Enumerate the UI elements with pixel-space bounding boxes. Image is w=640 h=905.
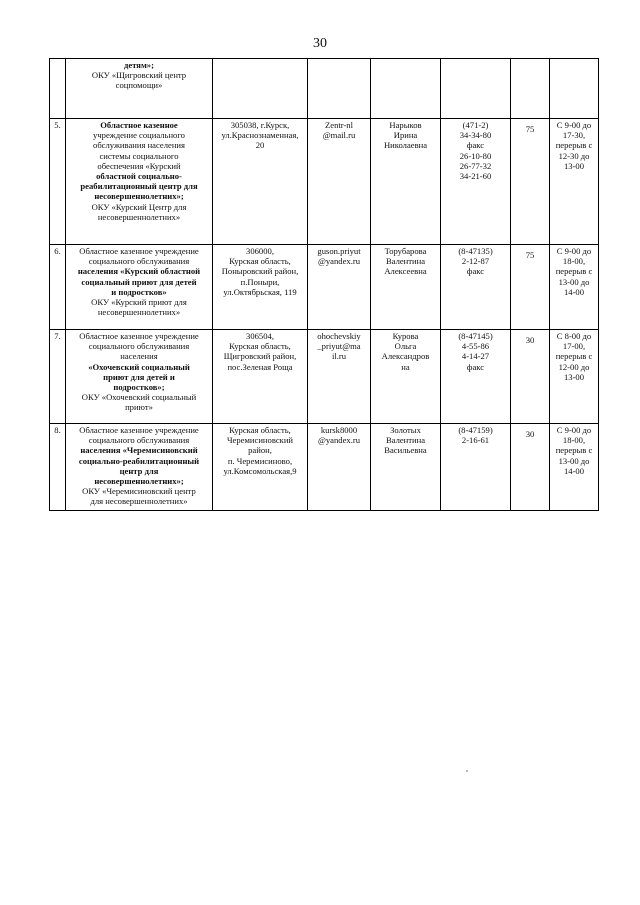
row-number-cell [50, 330, 66, 424]
address-line: Курская область, [229, 256, 291, 267]
director-line: Ирина [393, 130, 418, 141]
institution-name-line: социального обслуживания [88, 435, 190, 446]
working-hours-cell [550, 59, 599, 119]
director-line: Нарыков [389, 120, 422, 130]
institution-name-line: социального обслуживания [88, 341, 190, 352]
institution-name-line: несовершеннолетних»; [94, 191, 184, 202]
row-number: 5. [54, 120, 61, 130]
institution-name-line: центр для [119, 465, 159, 476]
phone-line: 26-10-80 [459, 150, 492, 161]
institution-name-line: областной социально- [96, 171, 182, 182]
address-line: ул.Комсомольская,9 [223, 465, 297, 476]
director-line: Валентина [385, 256, 426, 267]
address-cell [213, 330, 308, 424]
phone-cell [441, 330, 511, 424]
table-row [50, 330, 599, 424]
working-hours-line: 12-30 до [558, 150, 590, 161]
phone-line: (8-47135) [458, 246, 493, 256]
email-line: kursk8000 [320, 425, 358, 435]
director-line: Васильевна [384, 445, 427, 456]
institution-name-line: социального обслуживания [88, 256, 190, 267]
phone-line: 4-55-86 [461, 341, 490, 352]
phone-line: (8-47145) [458, 331, 493, 341]
working-hours-line: перерыв с [555, 351, 593, 362]
institution-name-line: несовершеннолетних»; [94, 476, 184, 487]
institution-name-cell [66, 245, 213, 330]
email-line: il.ru [331, 351, 347, 362]
address-line: ул.Краснознаменная, [221, 130, 299, 141]
institution-name-line: детям»; [124, 60, 154, 70]
phone-line: 34-34-80 [459, 130, 492, 141]
director-line: Курова [392, 331, 419, 341]
working-hours-cell [550, 245, 599, 330]
director-cell [371, 119, 441, 245]
address-line: 20 [255, 140, 265, 151]
institutions-table [49, 58, 599, 511]
row-number: 8. [54, 425, 61, 435]
working-hours-line: перерыв с [555, 266, 593, 277]
email-cell [308, 330, 371, 424]
address-line: 306504, [246, 331, 274, 341]
phone-line: 4-14-27 [461, 351, 490, 362]
institution-name-line: обеспечения «Курский [97, 160, 181, 171]
email-cell [308, 424, 371, 511]
email-cell [308, 59, 371, 119]
page-number: 30 [313, 36, 327, 51]
capacity-cell [511, 245, 550, 330]
institution-name-line: ОКУ «Охочевский социальный [81, 392, 197, 403]
institution-name-line: приют» [125, 402, 153, 413]
director-line: Александров [381, 351, 430, 362]
row-number: 7. [54, 331, 61, 341]
working-hours-line: перерыв с [555, 140, 593, 151]
working-hours-line: 17-30, [562, 130, 586, 141]
working-hours-line: 14-00 [563, 465, 585, 476]
working-hours-line: С 8-00 до [556, 331, 592, 341]
institution-name-cell [66, 424, 213, 511]
phone-line: 2-16-61 [461, 435, 490, 446]
working-hours-line: С 9-00 до [556, 120, 592, 130]
table-row [50, 245, 599, 330]
working-hours-line: 14-00 [563, 286, 585, 297]
phone-cell [441, 59, 511, 119]
working-hours-line: перерыв с [555, 445, 593, 456]
email-line: ohochevskiy [317, 331, 361, 341]
director-line: Валентина [385, 435, 426, 446]
institution-name-line: реабилитационный центр для [80, 181, 198, 192]
table-row [50, 119, 599, 245]
phone-line: факс [466, 140, 485, 151]
working-hours-line: 13-00 до [558, 276, 590, 287]
institution-name-line: Областное казенное учреждение [79, 331, 199, 341]
address-cell [213, 245, 308, 330]
working-hours-line: 17-00, [562, 341, 586, 352]
working-hours-line: 18-00, [562, 256, 586, 267]
working-hours-cell [550, 330, 599, 424]
working-hours-line: С 9-00 до [556, 425, 592, 435]
institution-name-line: населения «Черемисиновский [80, 445, 198, 456]
email-line: guson.priyut [317, 246, 361, 256]
working-hours-line: 12-00 до [558, 361, 590, 372]
address-cell [213, 424, 308, 511]
institution-name-line: для несовершеннолетних» [90, 496, 188, 507]
capacity-value: 30 [525, 429, 535, 439]
working-hours-line: 13-00 [563, 371, 585, 382]
capacity-value: 75 [525, 250, 535, 260]
email-cell [308, 119, 371, 245]
institution-name-line: социально-реабилитационный [78, 455, 200, 466]
address-line: Черемисиновский [226, 435, 294, 446]
working-hours-cell [550, 119, 599, 245]
director-cell [371, 245, 441, 330]
row-number-cell [50, 119, 66, 245]
email-line: @mail.ru [322, 130, 356, 141]
address-line: 305038, г.Курск, [230, 120, 290, 130]
capacity-cell [511, 119, 550, 245]
capacity-value: 30 [525, 335, 535, 345]
working-hours-line: 18-00, [562, 435, 586, 446]
phone-cell [441, 119, 511, 245]
table-row [50, 424, 599, 511]
address-line: п. Черемисиново, [227, 455, 293, 466]
address-line: Курская область, [229, 341, 291, 352]
address-line: Щигровский район, [223, 351, 297, 362]
institution-name-cell [66, 59, 213, 119]
institution-name-line: ОКУ «Щигровский центр [91, 70, 187, 81]
working-hours-line: 13-00 [563, 160, 585, 171]
phone-cell [441, 424, 511, 511]
institution-name-line: приют для детей и [103, 371, 175, 382]
institution-name-line: соцпомощи» [115, 80, 163, 91]
phone-line: факс [466, 266, 485, 277]
email-cell [308, 245, 371, 330]
institution-name-line: Областное казенное учреждение [79, 425, 199, 435]
address-line: 306000, [246, 246, 274, 256]
phone-line: факс [466, 361, 485, 372]
institution-name-line: Областное казенное [100, 120, 178, 130]
address-line: район, [248, 445, 272, 456]
institution-name-line: Областное казенное учреждение [79, 246, 199, 256]
institution-name-line: ОКУ «Черемисиновский центр [82, 486, 196, 497]
row-number: 6. [54, 246, 61, 256]
email-line: _priyut@ma [317, 341, 361, 352]
table-row [50, 59, 599, 119]
row-number-cell [50, 245, 66, 330]
address-line: Поныровский район, [221, 266, 299, 277]
institution-name-cell [66, 330, 213, 424]
address-line: ул.Октябрьская, 119 [223, 286, 297, 297]
director-line: на [401, 361, 410, 372]
institution-name-line: системы социального [99, 150, 179, 161]
address-line: пос.Зеленая Роща [227, 361, 293, 372]
director-cell [371, 330, 441, 424]
institution-name-line: ОКУ «Курский Центр для [91, 201, 187, 212]
director-line: Николаевна [383, 140, 428, 151]
phone-line: 34-21-60 [459, 171, 492, 182]
address-line: п.Поныри, [240, 276, 280, 287]
institution-name-line: социальный приют для детей [81, 276, 197, 287]
address-line: Курская область, [229, 425, 291, 435]
phone-cell [441, 245, 511, 330]
working-hours-cell [550, 424, 599, 511]
institution-name-line: ОКУ «Курский приют для [91, 297, 187, 308]
capacity-cell [511, 59, 550, 119]
institution-name-line: несовершеннолетних» [97, 307, 181, 318]
institution-name-cell [66, 119, 213, 245]
director-line: Торубарова [384, 246, 427, 256]
director-line: Золотых [390, 425, 421, 435]
phone-line: 2-12-87 [461, 256, 490, 267]
institution-name-line: населения «Курский областной [77, 266, 201, 277]
institution-name-line: подростков»; [113, 382, 165, 393]
capacity-value: 75 [525, 124, 535, 134]
address-cell [213, 119, 308, 245]
institution-name-line: и подростков» [111, 286, 167, 297]
row-number-cell [50, 424, 66, 511]
director-line: Ольга [394, 341, 417, 352]
institution-name-line: населения [120, 351, 158, 362]
institution-name-line: учреждение социального [93, 130, 185, 141]
working-hours-line: 13-00 до [558, 455, 590, 466]
email-line: @yandex.ru [317, 435, 361, 446]
address-cell [213, 59, 308, 119]
institution-name-line: «Охочевский социальный [88, 361, 190, 372]
director-line: Алексеевна [384, 266, 427, 277]
institution-name-line: несовершеннолетних» [97, 211, 181, 222]
row-number-cell [50, 59, 66, 119]
phone-line: 26-77-32 [459, 160, 492, 171]
institution-name-line: обслуживания населения [93, 140, 185, 151]
email-line: Zentr-nl [325, 120, 353, 130]
phone-line: (471-2) [462, 120, 489, 130]
email-line: @yandex.ru [317, 256, 361, 267]
capacity-cell [511, 330, 550, 424]
scan-speck [466, 770, 468, 772]
capacity-cell [511, 424, 550, 511]
director-cell [371, 59, 441, 119]
working-hours-line: С 9-00 до [556, 246, 592, 256]
director-cell [371, 424, 441, 511]
phone-line: (8-47159) [458, 425, 493, 435]
